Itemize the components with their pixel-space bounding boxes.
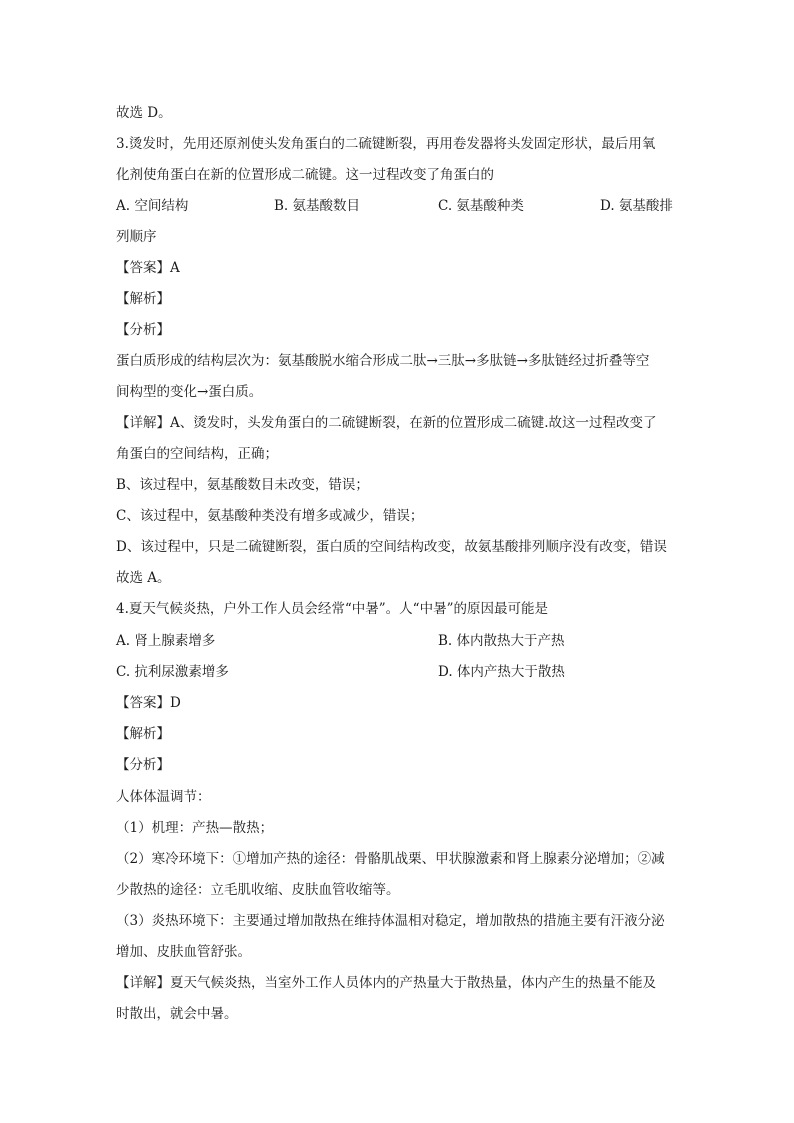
answer-line: 故选 D。 bbox=[116, 105, 172, 121]
question-3-option-c: C. 氨基酸种类 bbox=[438, 198, 524, 214]
question-4-option-c: C. 抗利尿激素增多 bbox=[116, 664, 229, 680]
question-4-option-b: B. 体内散热大于产热 bbox=[438, 633, 565, 649]
question-3-detail-c: C、该过程中，氨基酸种类没有增多或减少，错误； bbox=[116, 508, 424, 524]
question-4-breakdown-item-2-line-1: （2）寒冷环境下：①增加产热的途径：骨骼肌战栗、甲状腺激素和肾上腺素分泌增加；②减 bbox=[116, 851, 665, 867]
question-4-breakdown-item-3-line-2: 增加、皮肤血管舒张。 bbox=[116, 944, 251, 960]
question-4-stem: 4.夏天气候炎热，户外工作人员会经常“中暑”。人“中暑”的原因最可能是 bbox=[116, 601, 548, 617]
question-4-detail-line-2: 时散出，就会中暑。 bbox=[116, 1006, 238, 1022]
question-3-detail-line-2: 角蛋白的空间结构，正确； bbox=[116, 446, 278, 462]
question-3-final-answer: 故选 A。 bbox=[116, 570, 171, 586]
question-4-breakdown-item-2-line-2: 少散热的途径：立毛肌收缩、皮肤血管收缩等。 bbox=[116, 882, 400, 898]
question-4-option-a: A. 肾上腺素增多 bbox=[116, 633, 216, 649]
question-3-breakdown-line-1: 蛋白质形成的结构层次为：氨基酸脱水缩合形成二肽→三肽→多肽链→多肽链经过折叠等空 bbox=[116, 353, 650, 369]
question-4-analysis-heading: 【解析】 bbox=[116, 726, 170, 742]
question-4-breakdown-intro: 人体体温调节： bbox=[116, 789, 211, 805]
question-4-breakdown-heading: 【分析】 bbox=[116, 757, 170, 773]
question-3-detail-b: B、该过程中，氨基酸数目未改变，错误； bbox=[116, 477, 369, 493]
question-3-breakdown-line-2: 间构型的变化→蛋白质。 bbox=[116, 384, 263, 400]
question-3-detail-line-1: 【详解】A、烫发时，头发角蛋白的二硫键断裂，在新的位置形成二硫键.故这一过程改变了 bbox=[116, 415, 657, 431]
question-3-option-d: D. 氨基酸排 bbox=[600, 198, 673, 214]
question-3-detail-d: D、该过程中，只是二硫键断裂，蛋白质的空间结构改变，故氨基酸排列顺序没有改变，错误 bbox=[116, 539, 667, 555]
question-3-option-b: B. 氨基酸数目 bbox=[274, 198, 361, 214]
question-4-option-d: D. 体内产热大于散热 bbox=[438, 664, 565, 680]
question-3-answer: 【答案】A bbox=[116, 260, 180, 276]
question-3-breakdown-heading: 【分析】 bbox=[116, 322, 170, 338]
question-3-option-a: A. 空间结构 bbox=[116, 198, 189, 214]
question-3-analysis-heading: 【解析】 bbox=[116, 291, 170, 307]
question-4-breakdown-item-1: （1）机理：产热—散热； bbox=[116, 820, 274, 836]
question-4-breakdown-item-3-line-1: （3）炎热环境下：主要通过增加散热在维持体温相对稳定，增加散热的措施主要有汗液分泌 bbox=[116, 913, 665, 929]
question-3-stem-line-1: 3.烫发时，先用还原剂使头发角蛋白的二硫键断裂，再用卷发器将头发固定形状，最后用氧 bbox=[116, 136, 656, 152]
question-4-answer: 【答案】D bbox=[116, 695, 181, 711]
question-3-option-d-continued: 列顺序 bbox=[116, 229, 157, 245]
question-4-detail-line-1: 【详解】夏天气候炎热，当室外工作人员体内的产热量大于散热量，体内产生的热量不能及 bbox=[116, 975, 656, 991]
question-3-stem-line-2: 化剂使角蛋白在新的位置形成二硫键。这一过程改变了角蛋白的 bbox=[116, 167, 494, 183]
